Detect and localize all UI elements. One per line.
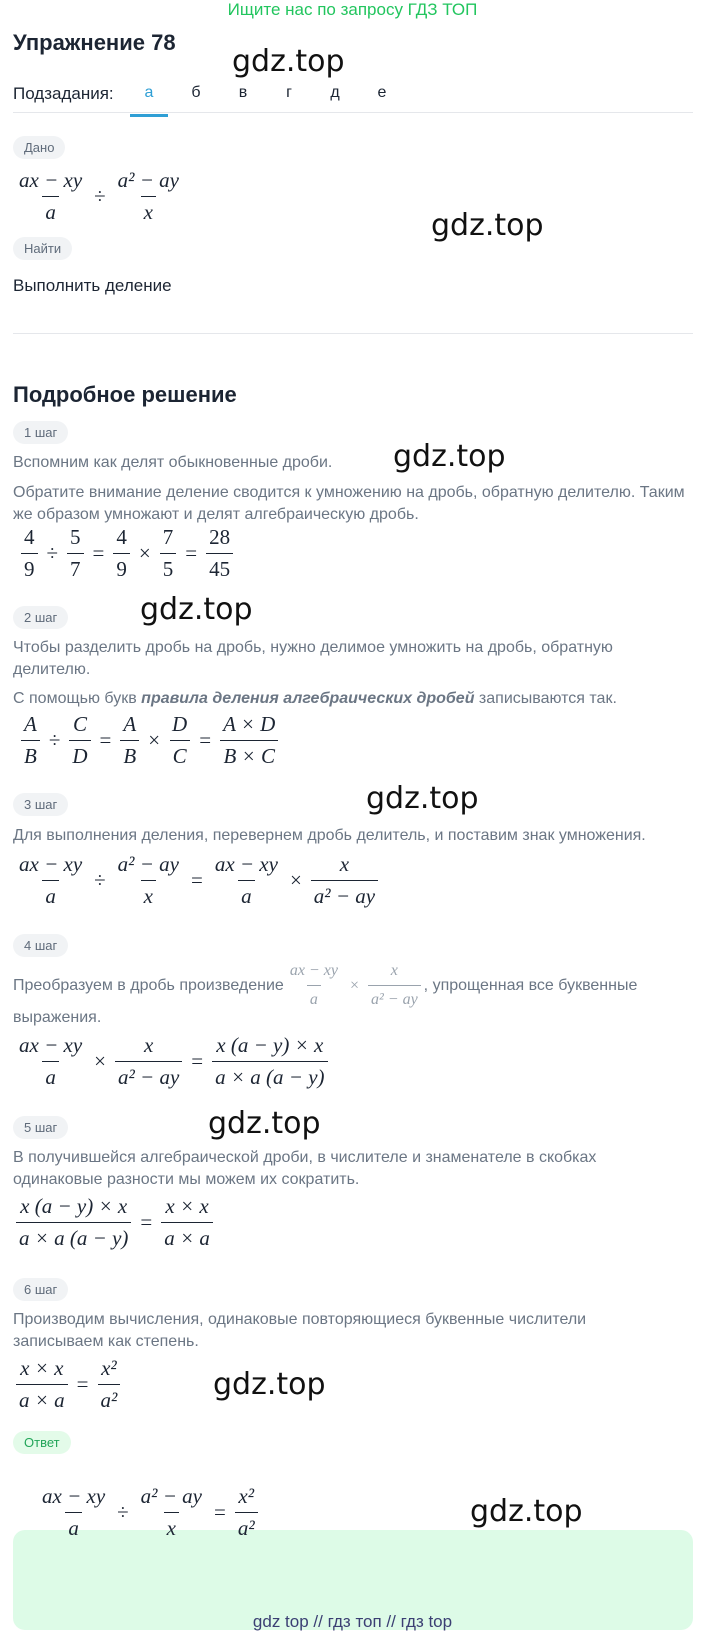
- answer-formula: [36, 1484, 261, 1541]
- promo-banner[interactable]: Ищите нас по запросу ГДЗ ТОП: [227, 0, 478, 19]
- step-badge: 4 шаг: [13, 934, 68, 957]
- step-text: В получившейся алгебраической дроби, в числителе и знаменателе в скобках одинаковые разности мы можем их сократить.: [13, 1149, 597, 1188]
- answer-badge: Ответ: [13, 1431, 71, 1454]
- fraction: $\frac{28}{45}$: [206, 525, 233, 582]
- step-badge: 1 шаг: [13, 421, 68, 444]
- step-badge: 6 шаг: [13, 1278, 68, 1301]
- watermark: gdz.top: [431, 208, 544, 243]
- operator: ×: [148, 728, 161, 752]
- operator: =: [185, 541, 198, 565]
- fraction: $\frac{D}{C}$: [169, 712, 190, 769]
- step-formula: [18, 525, 236, 582]
- given-formula: $\frac{ax - xy}{a}$ ÷ $\frac{\text{a² − ay}}{x}$: [19, 168, 179, 224]
- given-badge: Дано: [13, 136, 65, 159]
- operator: =: [76, 1372, 89, 1396]
- operator: =: [99, 728, 112, 752]
- operator: ÷: [94, 868, 106, 892]
- fraction: $\frac{A}{B}$: [21, 712, 40, 769]
- fraction: $\frac{x \times x}{a \times a}$: [161, 1194, 213, 1251]
- watermark: gdz.top: [208, 1106, 321, 1141]
- watermark: gdz.top: [393, 439, 506, 474]
- fraction: $\frac{x (a - y) \times x}{a \times a (a - y)}$: [16, 1194, 131, 1251]
- step-formula: [13, 1033, 331, 1090]
- operator: ×: [289, 868, 302, 892]
- footer-links[interactable]: gdz top // гдз топ // гдз top: [252, 1612, 453, 1631]
- operator: ÷: [48, 728, 61, 752]
- step-text: Вспомним как делят обыкновенные дроби.: [13, 454, 333, 471]
- tab-g[interactable]: г: [286, 84, 292, 101]
- fraction: $\frac{4}{9}$: [113, 525, 130, 582]
- operator: =: [140, 1210, 153, 1234]
- watermark: gdz.top: [140, 592, 253, 627]
- fraction: $\frac{5}{7}$: [67, 525, 84, 582]
- step-formula: [13, 852, 381, 909]
- fraction: $\frac{ax - xy}{a}$: [19, 1033, 83, 1089]
- fraction: $\frac{A}{B}$: [120, 712, 139, 769]
- operator: ×: [94, 1049, 106, 1073]
- step-text: Чтобы разделить дробь на дробь, нужно делимое умножить на дробь, обратную делителю.: [13, 639, 613, 678]
- divider: [13, 112, 693, 113]
- fraction: $\frac{\text{a² − ay}}{x}$: [117, 852, 179, 908]
- fraction: $\frac{ax - xy}{a}$: [287, 960, 341, 1011]
- divider: [13, 333, 693, 334]
- fraction: $\frac{C}{D}$: [69, 712, 90, 769]
- operator: =: [199, 728, 212, 752]
- tab-v[interactable]: в: [238, 84, 248, 101]
- fraction: $\frac{\text{x²}}{\text{a²}}$: [98, 1356, 121, 1413]
- step-formula: [13, 1194, 216, 1251]
- step-badge: 3 шаг: [13, 793, 68, 816]
- tab-a[interactable]: а: [130, 84, 168, 117]
- fraction: $\frac{\text{x²}}{\text{a²}}$: [235, 1484, 258, 1541]
- rule-text: С помощью букв правила деления алгебраических дробей записываются так.: [13, 690, 617, 707]
- operator: =: [213, 1500, 226, 1524]
- fraction: $\frac{ax - xy}{a}$: [42, 1484, 106, 1540]
- operator: =: [92, 541, 105, 565]
- find-badge: Найти: [13, 237, 72, 260]
- operator: ÷: [46, 541, 59, 565]
- fraction: $\frac{x}{\text{a² − ay}}$: [115, 1033, 182, 1090]
- operator: ×: [349, 976, 359, 994]
- solution-title: Подробное решение: [13, 382, 237, 407]
- operator: ×: [138, 541, 151, 565]
- fraction: $\frac{7}{5}$: [160, 525, 177, 582]
- fraction: $\frac{x}{\text{a² − ay}}$: [368, 960, 421, 1011]
- find-text: Выполнить деление: [13, 276, 172, 295]
- step-text: Для выполнения деления, перевернем дробь делитель, и поставим знак умножения.: [13, 827, 646, 844]
- tab-d[interactable]: д: [330, 84, 340, 101]
- step-text-cont: выражения.: [13, 1009, 102, 1026]
- tab-e[interactable]: е: [377, 84, 387, 101]
- fraction: $\frac{ax - xy}{a}$: [19, 852, 83, 908]
- watermark: gdz.top: [213, 1367, 326, 1402]
- fraction: $\frac{\text{a² − ay}}{x}$: [140, 1484, 202, 1540]
- watermark: gdz.top: [470, 1494, 583, 1529]
- step-text: Обратите внимание деление сводится к умножению на дробь, обратную делителю. Таким же образом умножают и делят алгебраическую дробь.: [13, 484, 685, 523]
- operator: =: [191, 1049, 204, 1073]
- watermark: gdz.top: [232, 44, 345, 79]
- page-title: Упражнение 78: [13, 30, 176, 55]
- step-formula: [13, 1356, 123, 1413]
- fraction: $\frac{A \times D}{B \times C}$: [220, 712, 278, 769]
- operator: =: [190, 868, 203, 892]
- watermark: gdz.top: [366, 781, 479, 816]
- step-badge: 5 шаг: [13, 1116, 68, 1139]
- step-badge: 2 шаг: [13, 606, 68, 629]
- step-text: Производим вычисления, одинаковые повторяющиеся буквенные числители записываем как степень.: [13, 1311, 587, 1350]
- subtasks-label: Подзадания:: [13, 84, 114, 103]
- fraction: $\frac{x}{\text{a² − ay}}$: [311, 852, 378, 909]
- operator: ÷: [117, 1500, 129, 1524]
- fraction: $\frac{4}{9}$: [21, 525, 38, 582]
- fraction: $\frac{x \times x}{a \times a}$: [16, 1356, 68, 1413]
- inline-formula: [284, 960, 424, 1011]
- step-text: Преобразуем в дробь произведение $\frac{ax - xy}{a}$ × $\frac{x}{\text{a² − ay}}$ , упрощенная все буквенные: [13, 960, 693, 1011]
- fraction: $\frac{ax - xy}{a}$: [214, 852, 278, 908]
- fraction: $\frac{x (a - y) \times x}{a \times a (a - y)}$: [212, 1033, 327, 1090]
- tab-b[interactable]: б: [191, 84, 201, 101]
- step-formula: [18, 712, 281, 769]
